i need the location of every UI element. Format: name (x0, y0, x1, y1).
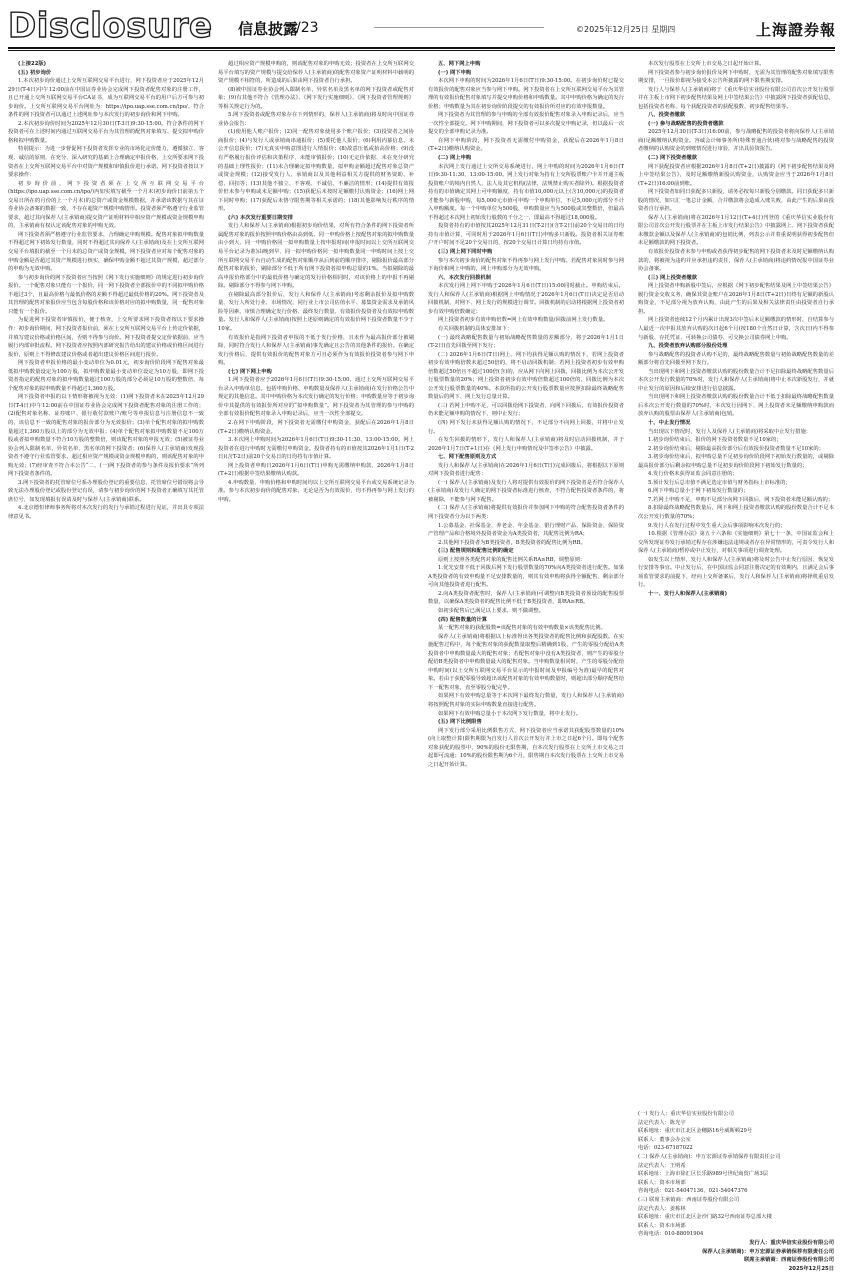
sponsor-contact-person: 联系人：资本市场部 (638, 1179, 686, 1186)
body-paragraph: 1.初步询价结束后，报价的网下投资者数量不足10家的； (648, 437, 782, 444)
issuer-address: 联系地址：重庆市江北区金穗路16号威斯顿29号 (638, 1128, 753, 1135)
body-paragraph: 3.网下投资者的托管席位号系办理股份登记的重要信息，托管席位号错误将会导致无法办理股份登记或股份登记有误，请参与初步询价的网下投资者正确填写其托管席位号，如发现填报有误请及时与保荐人(主承销商)联系。 (8, 479, 204, 503)
section-heading: 五、网下网上申购 (438, 61, 481, 67)
section-heading: (五) 网下比例限售 (438, 719, 482, 726)
body-paragraph: 当出现以下情况时，发行人及保荐人(主承销商)将采取中止发行措施： (648, 428, 812, 435)
body-paragraph: 4.申购数量、申购价格和申购时间均以上交所互联网交易平台或交易系统记录为准。参与本次初步询价的配售对象，无论是否为有效报价，均不得再参与网上发行的申购。 (218, 479, 414, 503)
section-heading: 八、投资者缴款 (648, 112, 686, 119)
body-paragraph: 2.初步询价结束后，剔除最高报价部分后有效报价投资者数量不足10家的； (648, 445, 824, 452)
body-paragraph: 4.发行价格未获得证监会同意注册的； (648, 471, 738, 478)
body-paragraph: (1)使用他人账户报价；(2)同一配售对象使用多个账户报价；(3)投资者之间协商报价；(4)与发行人或承销商串通报价；(5)委托他人报价；(6)利用内幕信息、未公开信息报价；(7)无真实申购意图进行人情报价；(8)故意压低或抬高价格；(9)没有严格履行报价评估和决策程序、未能审慎报价；(10)无定价依据、未在充分研究的基础上理性报价；(11)未合理确定拟申购数量，拟申购金额超过配售对象总资产或资金规模；(12)接受发行人、承销商以及其他利益相关方提供的财务资助、补偿、回扣等；(13)其他不独立、不客观、不诚信、不廉洁的情形；(14)提供有效报价但未参与申购或未足额申购；(15)获配后未按时足额缴付认购资金；(16)网上网下同时申购；(17)获配后未恪守限售期等相关承诺的；(18)其他影响发行秩序的情形。 (218, 129, 414, 213)
section-title: 信息披露 (238, 20, 299, 38)
body-paragraph: 如果网下有效申购总量等于本次网下最终发行数量，发行人和保荐人(主承销商)将按照配售对象的实际申购数量直接进行配售。 (428, 693, 624, 709)
body-paragraph: 2.其他网下投资者为B类投资者，B类投资者的配售比例为RB。 (438, 539, 586, 546)
body-paragraph: 网下投资者如同日获配多只新股，请务必按每只新股分别缴款。同日获配多只新股的情况，如只汇一笔总计金额，合并缴款将会造成入账失败，由此产生的后果由投资者自行承担。 (638, 189, 834, 213)
section-heading: 十一、发行人和保荐人(主承销商) (648, 590, 727, 597)
issuer-heading: (一) 发行人：重庆华信实业股份有限公司 (638, 1111, 734, 1117)
body-paragraph: 有效报价是指网下投资者申报的不低于发行价格，且未作为最高报价部分被剔除，同时符合发行人和保荐人(主承销商)事先确定且公告的其他条件的报价。在确定发行价格后，提供有效报价的配售对象方可且必须作为有效报价投资者参与网下申购。 (218, 334, 414, 367)
co-underwriter-heading: (三) 联席主承销商：西南证券股份有限公司 (638, 1196, 740, 1203)
text-column-2 (218, 60, 414, 1248)
body-paragraph: 本次发行股票在上交所上市交易之日起开始计算。 (648, 61, 765, 67)
text-column-1 (8, 60, 204, 1248)
body-paragraph: 网下投资者申报的以下情形将被视为无效：(1)网下投资者未在2025年12月29日(T-4日)中午12:00前在中国证券业协会完成网下投资者配售对象的注册工作的；(2)配售对象名称、证券账户、银行收付款账户/账号等申报信息与注册信息不一致的，该信息不一致的配售对象的报价部分为无效报价；(3)单个配售对象的拟申购数量超过1,360万股以上的部分为无效申报；(4)单个配售对象拟申购数量不足100万股或者拟申购数量不符合10万股的整数倍，则该配售对象的申报无效；(5)被证券业协会列入限制名单、异常名单、黑名单的网下投资者；(6)保荐人(主承销商)发现投资者不遵守行业监管要求、超过相应资产规模或资金规模申购的，则该配售对象的申购无效；(7)经审查不符合本公告“二、(一)网下投资者的参与条件及报价要求”所列网下投资者条件的。 (8, 394, 204, 478)
section-heading: (上接22版) (18, 61, 47, 67)
body-paragraph: 本次发行网上网下申购于2026年1月6日(T日)15:00同时截止。申购结束后，发行人和保荐人(主承销商)根据网上申购情况于2026年1月6日(T日)决定是否启动回拨机制，对网下、网上发行的规模进行调节。回拨机制的启动将根据网上投资者初步有效申购倍数确定： (428, 283, 624, 315)
signature-sponsor: 保荐人(主承销商)：申万宏源证券承销保荐有限责任公司 (702, 1248, 834, 1255)
body-paragraph: 1.公募基金、社保基金、养老金、年金基金、银行理财产品、保险资金、保险资产管理产品和合格境外投资者资金为A类投资者，其配售比例为RA； (428, 522, 624, 538)
co-underwriter-address: 联系地址：重庆市江北区金沙门路32号西南证券总部大楼 (638, 1214, 772, 1221)
body-paragraph: 1.本次初步询价通过上交所互联网交易平台进行，网下投资者应于2025年12月29日(T-4日)中午12:00前在中国证券业协会完成网下投资者配售对象的注册工作，且已开通上交所互联网交易平台CA证书，成为互联网交易平台的用户后方可参与初步询价。上交所互联网交易平台网址为：https://ipo.uap.sse.com.cn/ipo/。符合条件的网下投资者可以通过上述网址参与本次发行的初步询价和网下申购。 (8, 78, 204, 119)
body-paragraph: 超过相应资产规模申购的，则该配售对象的申购无效；投资者在上交所互联网交易平台填写的资产规模与提交给保荐人(主承销商)的配售对象资产证明材料中载明的资产规模不相符的，所造成的后果由网下投资者自行承担。 (218, 61, 414, 85)
body-paragraph: 10.根据《管理办法》第五十六条和《实施细则》第七十一条，中国证监会和上交所发现证券发行承销过程存在涉嫌违法违规或者存在异常情形的，可责令发行人和保荐人(主承销商)暂停或中止发行，对相关事项进行调查处理。 (638, 531, 834, 555)
masthead (0, 0, 843, 60)
body-paragraph: 特别提示：为进一步督促网下投资者发挥专业的市场化定价能力，遵循独立、客观、诚信的原则，在充分、深入研究的基础上合理确定申报价格，上交所要求网下投资者在上交所互联网交易平台中对资产规模和审慎报价进行承诺。网下投资者按以下要求操作： (8, 146, 204, 179)
body-paragraph: 9.发行人在发行过程中发生重大会后事项影响本次发行的； (648, 522, 786, 529)
sponsor-representative: 法定代表人：王明希 (638, 1162, 686, 1169)
body-paragraph: 网下投资者参与初步询价报价及网下申购时，无需为其管理的配售对象填写限售期安排，一旦报价即视为接受本公告所披露的网下限售期安排。 (638, 69, 834, 85)
body-paragraph: (三) 若网上申购不足，可以回拨给网下投资者，向网下回拨后，有效报价投资者仍未能足额申购的情况下，则中止发行； (428, 402, 624, 418)
body-paragraph: 如初步配售后已满足以上要求，则不做调整。 (438, 608, 544, 614)
issuer-phone: 电话：023-67187022 (638, 1145, 693, 1152)
section-heading: 七、网下配售原则及方式 (438, 454, 497, 461)
body-paragraph: 为促进网下投资者审慎报价，便于核查，上交所要求网下投资者按以下要求操作：初步询价期间，网下投资者报价前，须在上交所互联网交易平台上传定价依据，并填写建议价格或价格区间，否则不得参与询价。网下投资者提交定价依据前，应当履行内部审批流程。网下投资者应按照内部研究报告给出的建议价格或价格区间进行报价，原则上不得修改建议价格或者超出建议价格区间进行报价。 (8, 317, 204, 358)
body-paragraph: 网上投资者申购日2026年1月6日(T日)申购无需缴纳申购款，2026年1月8日(T+2日)根据中签结果缴纳认购款。 (218, 462, 414, 478)
body-paragraph: 当出现网下和网上投资者缴款认购的股份数量合计不足扣除最终战略配售数量后本次公开发行数量的70%时，发行人和保荐人(主承销商)将中止本次新股发行，并就中止发行的原因和后续安排进行信息披露。 (638, 368, 834, 392)
body-paragraph: 网下获配投资者应根据2026年1月8日(T+2日)披露的《网下初步配售结果及网上中签结果公告》，及时足额缴纳新股认购资金，认购资金应当于2026年1月8日(T+2日)16:00前到账。 (638, 163, 834, 187)
sponsor-heading: (二) 保荐人(主承销商)：申万宏源证券承销保荐有限责任公司 (638, 1153, 781, 1160)
issue-date: ©2025年12月25日 星期四 (576, 25, 676, 34)
body-paragraph: 本次网上发行通过上交所交易系统进行，网上申购的时间为2026年1月6日(T日)9:30-11:30、13:00-15:00。网上发行对象为持有上交所股票账户卡并开通主板投资账户的境内自然人、法人及其它机构(法律、法规禁止购买者除外)。根据投资者持有的市值确定其网上可申购额度，持有市值10,000元以上(含10,000元)的投资者才能参与新股申购，每5,000元市值可申购一个申购单位，不足5,000元的部分不计入申购额度。每一个申购单位为500股，申购数量应当为500股或其整数倍，但最高不得超过本次网上初始发行股数的千分之一，即最高不得超过18,000股。 (428, 163, 624, 221)
body-paragraph: (8)被中国证券业协会列入限制名单、异常名单及黑名单的网下投资者或配售对象；(9)有其他不符合《管理办法》、《网下发行实施细则》、《网下投资者管理规则》等相关规定行为的。 (218, 86, 414, 110)
header-divider (374, 27, 544, 28)
body-paragraph: 某一配售对象的获配股数=该配售对象的有效申购数量×该类配售比例。 (438, 625, 606, 632)
section-heading: (一) 网下申购 (438, 69, 472, 76)
body-paragraph: 5.网下投资者或配售对象存在下列情形的，保荐人(主承销商)将及时向中国证券业协会报告： (218, 112, 414, 127)
body-paragraph: 5.预计发行后总市值不满足选定市值与财务指标上市标准的； (648, 479, 791, 486)
section-heading: (三) 网上投资者缴款 (648, 274, 698, 281)
body-paragraph: 在剔除最高部分报价后，发行人和保荐人(主承销商)考虑剩余报价及拟申购数量、发行人所处行业、市场情况、同行业上市公司估值水平、募集资金需求及承销风险等因素，审慎合理确定发行价格、最终发行数量、有效报价投资者及有效拟申购数量。发行人和保荐人(主承销商)按照上述原则确定的有效报价网下投资者数量不少于10家。 (218, 291, 414, 332)
body-paragraph: 1.优先安排不低于回拨后网下发行股票数量的70%向A类投资者进行配售。如果A类投资者的有效申购量不足安排数量的，则其有效申购将获得全额配售，剩余部分可向其他投资者进行配售。 (428, 565, 624, 589)
body-paragraph: 有关回拨机制的具体安排如下： (438, 325, 513, 332)
signature-co-underwriter: 联席主承销商：西南证券股份有限公司 (743, 1257, 834, 1264)
section-heading: (四) 配售数量的计算 (438, 616, 488, 623)
sponsor-address: 联系地址：上海市徐汇区长乐路989号世纪商贸广场3层 (638, 1171, 769, 1178)
body-paragraph: 参与本次初步询价的配售对象不得再参与网上发行申购。若配售对象同时参与网下询价和网上申购的，网上申购部分为无效申购。 (428, 257, 624, 273)
body-paragraph: 参与战略配售的投资者认购不足的，最终战略配售数量与初始战略配售数量的差额部分将首先回拨至网下发行。 (638, 351, 834, 367)
body-paragraph: 2025年12月30日(T-3日)16:00前，参与战略配售的投资者将向保荐人(主承销商)足额缴纳认购资金。容诚会计师事务所(特殊普通合伙)将对参与战略配售的投资者缴纳的认购资金的到账情况进行审验，并出具验资报告。 (638, 129, 834, 153)
body-paragraph: 原则上按照各类配售对象的配售比例关系RA≥RB，调整原则： (438, 556, 586, 563)
section-heading: (二) 网下投资者缴款 (648, 155, 698, 162)
body-paragraph: (四) 网下发行未获得足额认购的情况下，不足部分不向网上回拨，并将中止发行。 (428, 419, 624, 435)
newspaper-logo: 上海證券報 (756, 21, 837, 39)
text-column-4 (638, 60, 834, 1140)
co-underwriter-contact-person: 联系人：资本市场部 (638, 1222, 686, 1229)
body-paragraph: 网下投资者申报价格的最小变动单位为0.01元，初步询价阶段网下配售对象最低拟申购数量设定为100万股，拟申购数量最小变动单位设定为10万股，即网下投资者指定的配售对象的拟申购数量超过100万股的部分必须是10万股的整数倍，每个配售对象的拟申购数量不得超过1,360万股。 (8, 360, 204, 392)
section-heading: 九、投资者放弃认购部分股份处理 (648, 343, 728, 350)
body-paragraph: 在发生回拨的情形下，发行人和保荐人(主承销商)将及时启动回拨机制，并于2026年1月7日(T+1日)在《网上发行申购情况及中签率公告》中披露。 (428, 437, 624, 452)
body-paragraph: 1.网下投资者应于2026年1月6日(T日)9:30-15:00，通过上交所互联网交易平台录入申购单信息，包括申购价格、申购数量及保荐人(主承销商)在发行价格公告中规定的其他信息。其中申购价格为本次发行确定的发行价格；申购数量应等于初步询价中其提供的有效报价所对应的“拟申购数量”。网下投资者为其管理的参与申购的全部有效报价配售对象录入申购记录后，应当一次性全部提交。 (218, 377, 414, 418)
body-paragraph: 网下投资者须严格遵守行业监管要求，合理确定申购规模。配售对象拟申购数量不得超过网下初始发行数量，同时不得超过其向保荐人(主承销商)及在上交所互联网交易平台填报的截至一个月末的总资产或资金规模。网下投资者应对每个配售对象的申购金额是否超过其资产规模进行核实，确保申购金额不超过其资产规模，超过部分的申购为无效申购。 (8, 231, 204, 273)
body-paragraph: 7.若网上申购不足，申购不足部分向网下回拨后，网下投资者未能足额认购的； (648, 496, 834, 503)
body-paragraph: (二) 2026年1月6日(T日)网上、网下均获得足额认购的情况下，若网上投资者初步有效申购倍数未超过50倍的，将不启动回拨机制；若网上投资者初步有效申购倍数超过50倍且不超过100倍(含)的，应从网下向网上回拨，回拨比例为本次公开发行股票数量的20%；网上投资者初步有效申购倍数超过100倍的，回拨比例为本次公开发行股票数量的40%。本款所指的公开发行股票数量应按照扣除最终战略配售数量后的网下、网上发行总量计算。 (428, 351, 624, 401)
signature-date: 2025年12月25日 (788, 1265, 834, 1272)
body-paragraph: 本次网下申购的时间为2026年1月6日(T日)9:30-15:00。在初步询价时已提交有效报价的配售对象应当参与网下申购。网下投资者在上交所互联网交易平台为其管理的有效报价配售对象填写并提交申购价格和申购数量。其中申购价格为确定的发行价格；申购数量为其在初步询价阶段提交的有效报价所对应的有效申报数量。 (428, 78, 624, 110)
body-paragraph: 有效报价投资者未参与申购或者获得初步配售的网下投资者未及时足额缴纳认购款的，将被视为违约并应承担违约责任，保荐人(主承销商)将违约情况报中国证券业协会备案。 (638, 249, 834, 273)
section-heading: (三) 配售规则和配售比例的确定 (438, 548, 514, 555)
body-paragraph: 6.网下申购总量小于网下初始发行数量的； (648, 488, 749, 495)
body-paragraph: 在网下申购阶段，网下投资者无需缴付申购资金，获配后在2026年1月8日(T+2日)缴纳认购资金。 (428, 137, 624, 153)
section-heading: (七) 网下网上申购 (228, 368, 272, 375)
issuer-representative: 法定代表人：陈光宇 (638, 1119, 686, 1126)
body-paragraph: 当出现网下和网上投资者缴款认购的股份数量合计不低于扣除最终战略配售数量后本次公开发行数量的70%时，本次发行因网下、网上投资者未足额缴纳申购款而放弃认购的股票由保荐人(主承销商)包销。 (638, 394, 834, 418)
body-paragraph: 发行人与保荐人(主承销商)将于《重庆华信实业股份有限公司首次公开发行股票并在主板上市网下初步配售结果及网上中签结果公告》中披露网下投资者获配信息，包括投资者名称、每个获配投资者的获配股数、初步配售结果等。 (638, 86, 834, 110)
body-paragraph: (二) 保荐人(主承销商)将提供有效报价并参加网下申购的符合配售投资者条件的网下投资者分为以下两类： (428, 505, 624, 520)
header-rule-thick (8, 47, 835, 49)
body-paragraph: 2.本次初步询价时间为2025年12月30日(T-3日)9:30-15:00。符合条件的网下投资者可在上述时间内通过互联网交易平台为其管理的配售对象填写、提交拟申购价格和拟申购数量。 (8, 120, 204, 144)
header-rule-thin (8, 50, 835, 51)
co-underwriter-representative: 法定代表人：姜栋林 (638, 1205, 686, 1212)
body-paragraph: 4.北京德恒律师事务所将对本次发行的发行与承销过程进行见证，并出具专项法律意见书。 (8, 505, 204, 520)
body-paragraph: 网上投资者初步有效申购倍数=网上有效申购数量/回拨前网上发行数量。 (438, 317, 609, 324)
body-paragraph: 参与初步询价的网下投资者应当按照《网下发行实施细则》的规定进行初步询价报价。一个配售对象只能有一个报价，同一网下投资者全部报价中的不同拟申购价格不超过3个，且最高价格与最低价格的差额不得超过最低价格的20%。网下投资者及其管理的配售对象报价应当包含每股价格和该价格对应的拟申购数量，同一配售对象只能有一个报价。 (8, 274, 204, 315)
issuer-contact-person: 联系人：董事会办公室 (638, 1136, 691, 1143)
body-paragraph: 网上投资者申购新股中签后，应根据《网下初步配售结果及网上中签结果公告》履行资金交收义务，确保其资金账户在2026年1月8日(T+2日)日终有足额的新股认购资金，不足部分视为放弃认购，由此产生的后果及相关法律责任由投资者自行承担。 (638, 283, 834, 315)
body-paragraph: 初步询价前，网下投资者须在上交所互联网交易平台(https://ipo.uap.sse.com.cn/ipo/)内如实填写截至一个月末(初步询价日前第五个交易日所在的月份的上一个月末)的总资产或资金规模数据，并承诺该数据与其在证券业协会备案的数据一致，不存在超资产规模申购情形。投资者须严格遵守行业监管要求，超过其向保荐人(主承销商)提交资产证明材料中相应资产规模或资金规模申购的，主承销商有权认定该配售对象的申购无效。 (8, 180, 204, 230)
body-paragraph: 网下投资者为其管理的参与申购的全部有效报价配售对象录入申购记录后，应当一次性全部提交。网下申购期间，网下投资者可以多次提交申购记录，但以最后一次提交的全部申购记录为准。 (428, 112, 624, 136)
body-paragraph: 2.在网下申购阶段，网下投资者无需缴付申购资金，获配后在2026年1月8日(T+2日)缴纳认购资金。 (218, 419, 414, 435)
body-paragraph: 3.本次网上申购时间为2026年1月6日(T日)9:30-11:30、13:00-15:00。网上投资者在进行申购时无需缴付申购资金。投资者持有的市值按其2026年1月1日(T-2日)(含T-2日)前20个交易日的日均持有市值计算。 (218, 437, 414, 461)
section-heading: (三) 网上网下同时申购 (438, 249, 493, 256)
body-paragraph: 3.初步询价结束后，拟申购总量不足初步询价阶段网下初始发行数量的，或剔除最高报价部分后剩余拟申购总量不足初步询价阶段网下初始发行数量的； (638, 454, 834, 469)
section-heading: (二) 网上申购 (438, 155, 472, 162)
body-paragraph: 8.扣除最终战略配售数量后，网下和网上投资者缴款认购的股份数量合计不足本次公开发行数量的70%； (638, 505, 834, 520)
body-paragraph: (一) 保荐人(主承销商)及发行人将对提供有效报价的网下投资者是否符合保荐人(主承销商)及发行人确定的网下投资者标准进行核查，不符合配售投资者条件的，将被剔除，不能参与网下配售。 (428, 479, 624, 503)
co-underwriter-phone: 咨询电话：010-88091904 (638, 1231, 704, 1238)
section-heading: (五) 初步询价 (18, 69, 52, 76)
body-paragraph: 如果网下有效申购总量小于本次网下发行数量，将中止发行。 (438, 710, 582, 717)
page-number: /23 (296, 20, 319, 36)
disclosure-logo: Disclosure (8, 6, 213, 46)
section-heading: (六) 本次发行重要日期安排 (228, 214, 293, 221)
body-paragraph: 发行人和保荐人(主承销商)在2026年1月6日(T日)完成回拨后，将根据以下原则对网下投资者进行配售： (428, 462, 624, 478)
body-paragraph: 网下发行部分采用比例限售方式，网下投资者应当承诺其获配股票数量的10%(向上取整计算)限售期限为自发行人首次公开发行并上市之日起6个月。即每个配售对象获配的股票中，90%的股份无限售期，自本次发行股票在上交所上市交易之日起即可流通；10%的股份限售期为6个月，限售期自本次发行股票在上交所上市交易之日起开始计算。 (428, 727, 624, 768)
signature-issuer: 发行人：重庆华信实业股份有限公司 (749, 1239, 834, 1246)
body-paragraph: (一) 最终战略配售数量与初始战略配售数量的差额部分，将于2026年1月1日(T-2日)首先回拨至网下发行； (428, 334, 624, 350)
body-paragraph: 2.向A类投资者配售时，保荐人(主承销商)可调整向B类投资者预设的配售股票数量，以确保A类投资者的配售比例不低于B类投资者，即RA≥RB。 (428, 590, 624, 606)
sponsor-phone: 咨询电话：021-54047136、021-54047376 (638, 1188, 748, 1195)
contact-block (638, 1110, 834, 1273)
body-paragraph: 投资者持有的市值按其2025年12月31日(T-2日)(含T-2日)前20个交易日的日均持有市值计算，可同时用于2026年1月6日(T日)申购多只新股。投资者相关证券账户开户时间不足20个交易日的，按20个交易日计算日均持有市值。 (428, 223, 624, 247)
body-paragraph: 如发生以上情形，发行人和保荐人(主承销商)将及时公告中止发行原因、恢复发行安排等事宜。中止发行后，在中国证监会同意注册决定的有效期内，且满足会后事项监管要求的前提下，经向上交所备案后，发行人和保荐人(主承销商)将择机重启发行。 (638, 556, 834, 589)
section-heading: (一) 参与战略配售的投资者缴款 (648, 120, 724, 127)
body-paragraph: 发行人和保荐人(主承销商)根据初步询价结果，对所有符合条件的网下投资者所属配售对象的报价按照申购价格由高到低、同一申购价格上按配售对象的拟申购数量由小到大、同一申购价格同一拟申购数量上按申报时间(申报时间以上交所互联网交易平台记录为准)由晚到早、同一拟申购价格同一拟申购数量同一申购时间上按上交所互联网交易平台自动生成的配售对象顺序从后到前的顺序排序，剔除报价最高部分配售对象的报价，剔除部分不低于所有网下投资者拟申购总量的1%。当拟剔除的最高申报价格部分中的最低价格与确定的发行价格相同时，对该价格上的申报不再剔除。剔除部分不得参与网下申购。 (218, 223, 414, 290)
text-column-3 (428, 60, 624, 1248)
body-paragraph: 保荐人(主承销商)将根据以上标准得出各类投资者的配售比例和获配股数。在实施配售过程中，每个配售对象的获配数量取整后精确到1股，产生的零股分配给A类投资者中申购数量最大的配售对象；若配售对象中没有A类投资者，则产生的零股分配给B类投资者中申购数量最大的配售对象。当申购数量相同时，产生的零股分配给申购时间(以上交所互联网交易平台显示的申报时间及申报编号为准)最早的配售对象。若由于获配零股导致超出该配售对象的有效申购数量时，则超出部分顺序配售给下一配售对象，直至零股分配完毕。 (428, 633, 624, 691)
section-heading: 十、中止发行情况 (648, 419, 691, 426)
body-paragraph: 保荐人(主承销商)将在2026年1月12日(T+4日)刊登的《重庆华信实业股份有限公司首次公开发行股票并在主板上市发行结果公告》中披露网上、网下投资者获配未缴款金额以及保荐人(主承销商)的包销比例，列表公示并着重说明获得初步配售但未足额缴款的网下投资者。 (638, 214, 834, 247)
section-heading: 六、本次发行回拨机制 (438, 274, 491, 281)
body-paragraph: 网上投资者连续12个月内累计出现3次中签后未足额缴款的情形时，自结算参与人最近一次申报其放弃认购的次日起6个月(按180个自然日计算，含次日)内不得参与新股、存托凭证、可转换公司债券、可交换公司债券网上申购。 (638, 317, 834, 341)
